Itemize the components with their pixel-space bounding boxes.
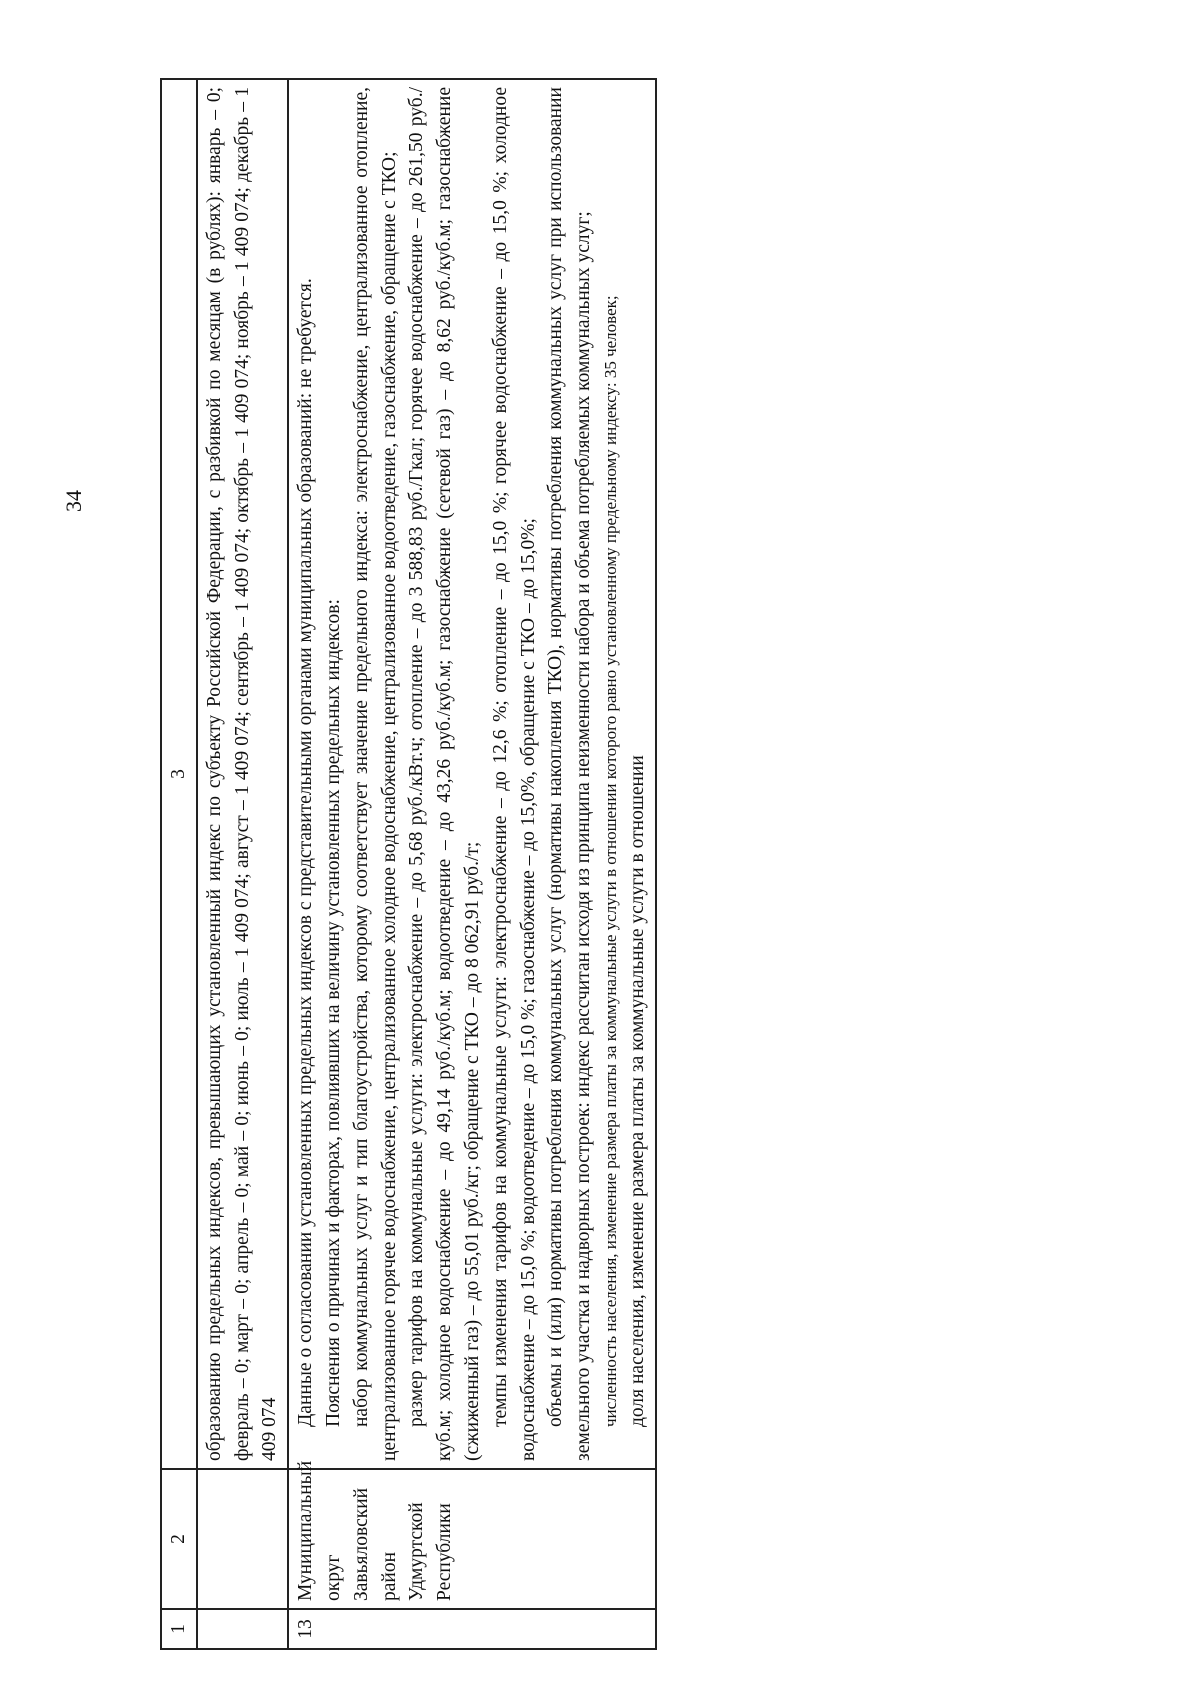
paragraph-services-set: набор коммунальных услуг и тип благоустройства, которому соответствует значение предельного индекса: электроснабжение, централизованное отопление, централизованное горячее водоснабжение, централизованное холодное водоснабжение, централизованное водоотведение, газоснабжение, обращение с ТКО;	[350, 87, 400, 1461]
paragraph-tariff-growth: темпы изменения тарифов на коммунальные услуги: электроснабжение – до 12,6 %; отопление – до 15,0 %; горячее водоснабжение – до 15,0 %; холодное водоснабжение – до 15,0 %; водоотведение – до 15,0 %; газоснабжение – до 15,0%, обращение с ТКО – до 15,0%;	[489, 87, 539, 1461]
header-col-2: 2	[161, 1469, 197, 1609]
paragraph-approval: Данные о согласовании установленных предельных индексов с представительными органами муниципальных образований: не требуется.	[295, 278, 317, 1427]
rotated-document-sheet	[160, 80, 1040, 1650]
continued-text: образованию предельных индексов, превышающих установленный индекс по субъекту Российской Федерации, с разбивкой по месяцам (в рублях): январь – 0; февраль – 0; март – 0; апрель – 0; май – 0; июнь – 0; июль – 1 409 074; август – 1 409 074; сентябрь – 1 409 074; октябрь – 1 409 074; ноябрь – 1 409 074; декабрь – 1 409 074	[197, 79, 288, 1469]
paragraph-tariff-sizes: размер тарифов на коммунальные услуги: электроснабжение – до 5,68 руб./кВт.ч; отопление – до 3 588,83 руб./Гкал; горячее водоснабжение – до 261,50 руб./куб.м; холодное водоснабжение – до 49,14 руб./куб.м; водоотведение – до 43,26 руб./куб.м; газоснабжение (сетевой газ) – до 8,62 руб./куб.м; газоснабжение (сжиженный газ) – до 55,01 руб./кг; обращение с ТКО – до 8 062,91 руб./т;	[406, 87, 483, 1461]
table-header-row	[161, 79, 197, 1649]
cell-empty-municipality	[197, 1469, 288, 1609]
municipality-name: Муниципальный округ Завьяловский район Удмуртской Республики	[288, 1469, 656, 1609]
row-number: 13	[288, 1609, 656, 1649]
cell-empty-num	[197, 1609, 288, 1649]
table-row-continued	[197, 79, 288, 1649]
paragraph-population-share: доля населения, изменение размера платы за коммунальные услуги в отношении	[626, 755, 648, 1427]
paragraph-population-count: численность населения, изменение размера платы за коммунальные услуги в отношении которого равно установленному предельному индексу: 35 человек;	[600, 295, 620, 1427]
paragraph-reasons: Пояснения о причинах и факторах, повлиявших на величину установленных предельных индексов:	[322, 599, 344, 1427]
table-row-13	[288, 79, 656, 1649]
explanations-cell	[288, 79, 656, 1469]
header-col-1: 1	[161, 1609, 197, 1649]
header-col-3: 3	[161, 79, 197, 1469]
tariff-index-table	[160, 78, 657, 1650]
paragraph-consumption-norms: объемы и (или) нормативы потребления коммунальных услуг (нормативы накопления ТКО), нормативы потребления коммунальных услуг при использовании земельного участка и надворных построек: индекс рассчитан исходя из принципа неизменности набора и объема потребляемых коммунальных услуг;	[545, 87, 595, 1461]
page-number: 34	[61, 490, 86, 512]
